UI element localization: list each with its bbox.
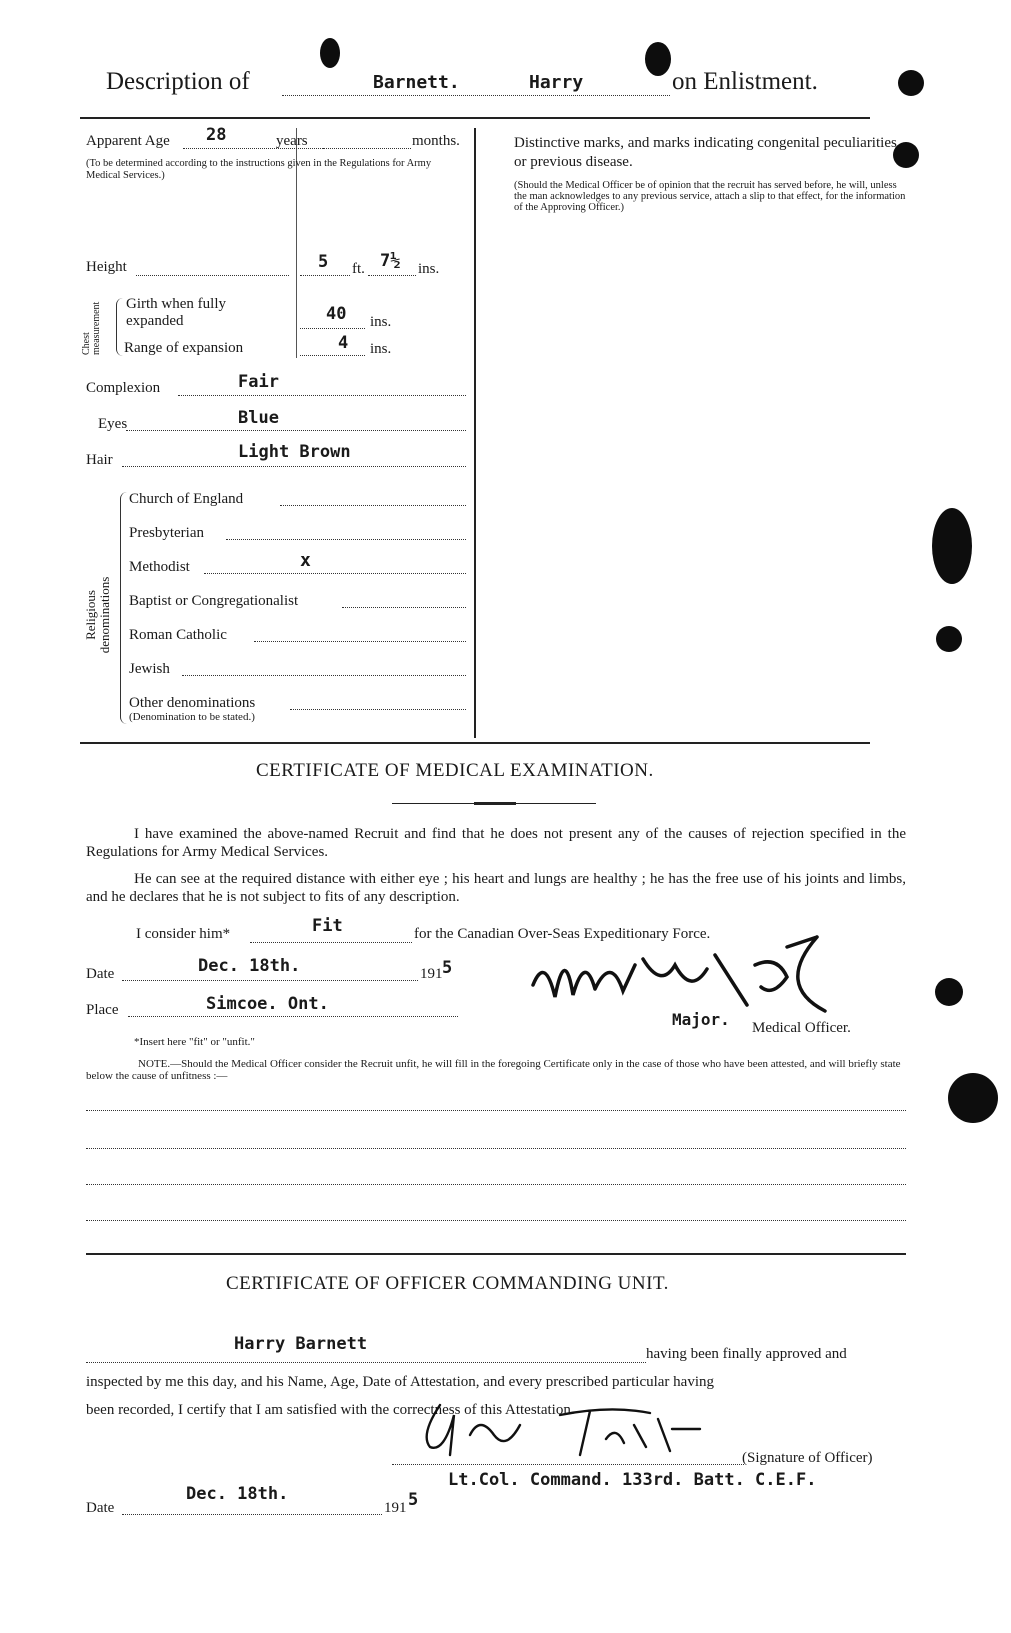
eyes-label: Eyes bbox=[98, 416, 128, 432]
commanding-year-prefix: 191 bbox=[384, 1500, 407, 1516]
commanding-text1: having been finally approved and bbox=[646, 1346, 847, 1362]
distinctive-marks-label: Distinctive marks, and marks indicating congenital peculiarities or previous disease. bbox=[514, 135, 897, 170]
girth-value: 40 bbox=[326, 304, 347, 324]
consider-label: I consider him* bbox=[136, 926, 231, 942]
girth-ins-label: ins. bbox=[370, 314, 392, 330]
complexion-value: Fair bbox=[238, 372, 279, 392]
months-line bbox=[323, 148, 411, 149]
range-label: Range of expansion bbox=[124, 340, 244, 356]
medical-year-prefix: 191 bbox=[420, 966, 443, 982]
commanding-officer-signature bbox=[410, 1395, 730, 1465]
catholic-line bbox=[254, 641, 466, 642]
unfitness-line-4 bbox=[86, 1220, 906, 1221]
commanding-text3: been recorded, I certify that I am satisfied with the correctness of this Attestation. bbox=[86, 1402, 575, 1418]
range-line bbox=[300, 355, 365, 356]
header-suffix: on Enlistment. bbox=[672, 68, 818, 95]
eyes-line bbox=[126, 430, 466, 431]
medical-year-suffix: 5 bbox=[442, 958, 453, 978]
height-in-value: 7½ bbox=[380, 251, 401, 271]
age-value: 28 bbox=[206, 125, 227, 145]
religion-brace bbox=[120, 492, 127, 724]
commanding-text2: inspected by me this day, and his Name, Age, Date of Attestation, and every prescribed particular having bbox=[86, 1374, 715, 1390]
medical-date-line bbox=[122, 980, 418, 981]
medical-para2: He can see at the required distance with either eye ; his heart and lungs are healthy ; he has the free use of his joints and limbs, and he declares that he is not subject to fits of any description. bbox=[86, 871, 906, 905]
ink-blot bbox=[645, 42, 671, 76]
jewish-line bbox=[182, 675, 466, 676]
commanding-title: CERTIFICATE OF OFFICER COMMANDING UNIT. bbox=[226, 1273, 669, 1294]
chest-label: Chest measurement bbox=[81, 301, 102, 355]
height-ins-label: ins. bbox=[418, 261, 440, 277]
months-label: months. bbox=[412, 133, 460, 149]
commanding-date-value: Dec. 18th. bbox=[186, 1484, 289, 1504]
commanding-name-line bbox=[86, 1362, 646, 1363]
religion-jewish: Jewish bbox=[129, 661, 170, 677]
height-in-line bbox=[368, 275, 416, 276]
unfitness-line-2 bbox=[86, 1148, 906, 1149]
religion-baptist: Baptist or Congregationalist bbox=[129, 593, 299, 609]
section-rule-2 bbox=[86, 1253, 906, 1255]
hair-value: Light Brown bbox=[238, 442, 351, 462]
signature-line bbox=[392, 1464, 744, 1465]
height-label: Height bbox=[86, 259, 127, 275]
section-rule bbox=[80, 742, 870, 744]
header-surname: Barnett. bbox=[373, 72, 460, 93]
header-rule bbox=[80, 117, 870, 119]
medical-para1: I have examined the above-named Recruit and find that he does not present any of the causes of rejection specified in the Regulations for Army Medical Services. bbox=[86, 826, 906, 860]
distinctive-marks-note: (Should the Medical Officer be of opinion that the recruit has served before, he will, unless the man acknowledges to any previous service, attach a slip to that effect, for the information of the Approving Officer.) bbox=[514, 180, 906, 213]
range-ins-label: ins. bbox=[370, 341, 392, 357]
medical-note: NOTE.—Should the Medical Officer consider the Recruit unfit, he will fill in the foregoing Certificate only in the case of those who have been attested, and will briefly state below the cause of unfitness :— bbox=[86, 1058, 901, 1082]
age-label: Apparent Age bbox=[86, 133, 170, 149]
punch-hole bbox=[898, 70, 924, 96]
girth-line bbox=[300, 328, 365, 329]
complexion-line bbox=[178, 395, 466, 396]
medical-date-label: Date bbox=[86, 966, 115, 982]
medical-officer-label: Medical Officer. bbox=[752, 1020, 851, 1036]
methodist-line bbox=[204, 573, 466, 574]
other-line bbox=[290, 709, 466, 710]
commanding-signature-label: (Signature of Officer) bbox=[742, 1450, 873, 1466]
commanding-rank-value: Lt.Col. Command. 133rd. Batt. C.E.F. bbox=[448, 1470, 817, 1490]
religion-presbyterian: Presbyterian bbox=[129, 525, 204, 541]
force-text: for the Canadian Over-Seas Expeditionary Force. bbox=[414, 926, 711, 942]
presbyterian-line bbox=[226, 539, 466, 540]
religion-methodist: Methodist bbox=[129, 559, 190, 575]
unfitness-line-3 bbox=[86, 1184, 906, 1185]
height-ft-line bbox=[300, 275, 350, 276]
hair-label: Hair bbox=[86, 452, 113, 468]
medical-rank-stamp: Major. bbox=[672, 1010, 730, 1029]
column-divider bbox=[474, 128, 476, 738]
commanding-year-suffix: 5 bbox=[408, 1490, 419, 1510]
religion-other-note: (Denomination to be stated.) bbox=[129, 711, 255, 723]
age-note: (To be determined according to the instructions given in the Regulations for Army Medical Services.) bbox=[86, 158, 432, 181]
girth-label: Girth when fully expanded bbox=[126, 296, 226, 329]
ink-blot bbox=[320, 38, 340, 68]
insert-note: *Insert here "fit" or "unfit." bbox=[134, 1036, 255, 1048]
range-value: 4 bbox=[338, 333, 349, 353]
commanding-date-label: Date bbox=[86, 1500, 115, 1516]
header-name-line bbox=[282, 95, 670, 96]
height-ft-value: 5 bbox=[318, 252, 329, 272]
height-line bbox=[136, 275, 289, 276]
commanding-date-line bbox=[122, 1514, 382, 1515]
eyes-value: Blue bbox=[238, 408, 279, 428]
coe-line bbox=[280, 505, 466, 506]
medical-place-label: Place bbox=[86, 1002, 119, 1018]
consider-line bbox=[250, 942, 412, 943]
header-prefix: Description of bbox=[106, 68, 250, 95]
punch-hole bbox=[948, 1073, 998, 1123]
hair-line bbox=[122, 466, 466, 467]
punch-hole bbox=[935, 978, 963, 1006]
baptist-line bbox=[342, 607, 466, 608]
medical-place-value: Simcoe. Ont. bbox=[206, 994, 329, 1014]
medical-title: CERTIFICATE OF MEDICAL EXAMINATION. bbox=[256, 760, 654, 781]
years-label: years bbox=[276, 133, 308, 149]
punch-hole bbox=[936, 626, 962, 652]
title-underline-mark bbox=[474, 802, 516, 805]
medical-place-line bbox=[128, 1016, 458, 1017]
religion-roman-catholic: Roman Catholic bbox=[129, 627, 227, 643]
ft-label: ft. bbox=[352, 261, 365, 277]
complexion-label: Complexion bbox=[86, 380, 161, 396]
punch-hole bbox=[932, 508, 972, 584]
consider-value: Fit bbox=[312, 916, 343, 936]
religion-other: Other denominations bbox=[129, 695, 256, 711]
religion-label: Religious denominations bbox=[83, 576, 112, 654]
religion-church-of-england: Church of England bbox=[129, 491, 244, 507]
chest-brace bbox=[116, 298, 123, 356]
header-given-name: Harry bbox=[529, 72, 584, 93]
unfitness-line-1 bbox=[86, 1110, 906, 1111]
methodist-mark: x bbox=[300, 550, 311, 571]
commanding-name-value: Harry Barnett bbox=[234, 1334, 368, 1354]
medical-date-value: Dec. 18th. bbox=[198, 956, 301, 976]
